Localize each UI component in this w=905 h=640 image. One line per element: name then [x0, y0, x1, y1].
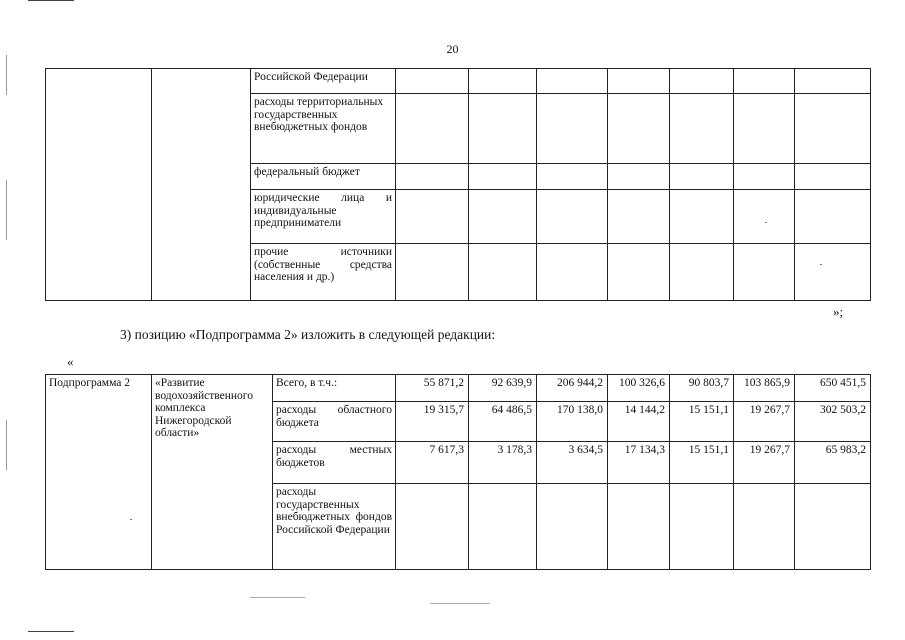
row-label: расходы территориальных государственных внебюджетных фондов [251, 94, 396, 164]
value-cell: 15 151,1 [670, 442, 734, 484]
value-cell [795, 484, 871, 570]
program-cell: Подпрограмма 2 [46, 375, 152, 570]
scan-speck [765, 222, 767, 223]
row-label: расходы местных бюджетов [273, 442, 396, 484]
value-cell [396, 484, 469, 570]
value-cell: 206 944,2 [537, 375, 608, 402]
scan-artifact-dash [430, 603, 490, 604]
row-label: юридические лица и индивидуальные предприниматели [251, 190, 396, 244]
row-label: Российской Федерации [251, 69, 396, 94]
value-cell: 170 138,0 [537, 402, 608, 442]
row-label: расходы областного бюджета [273, 402, 396, 442]
value-cell: 302 503,2 [795, 402, 871, 442]
value-cell: 14 144,2 [608, 402, 670, 442]
table-row [46, 375, 871, 402]
value-cell: 90 803,7 [670, 375, 734, 402]
row-label: Всего, в т.ч.: [273, 375, 396, 402]
value-cell: 55 871,2 [396, 375, 469, 402]
scan-artifact-edge [6, 55, 7, 95]
row-label: федеральный бюджет [251, 164, 396, 190]
value-cell: 19 315,7 [396, 402, 469, 442]
scan-artifact-top [28, 0, 74, 1]
value-cell: 19 267,7 [734, 402, 795, 442]
value-cell: 3 634,5 [537, 442, 608, 484]
value-cell: 92 639,9 [469, 375, 537, 402]
value-cell: 17 134,3 [608, 442, 670, 484]
scan-artifact-dash [250, 597, 305, 598]
scan-speck [820, 264, 822, 265]
page-number: 20 [446, 42, 459, 56]
value-cell: 7 617,3 [396, 442, 469, 484]
value-cell [734, 484, 795, 570]
instruction-text: 3) позицию «Подпрограмма 2» изложить в следующей редакции: [120, 327, 496, 342]
value-cell [537, 484, 608, 570]
value-cell: 650 451,5 [795, 375, 871, 402]
value-cell [608, 484, 670, 570]
program-cell [46, 69, 152, 301]
value-cell: 65 983,2 [795, 442, 871, 484]
value-cell: 103 865,9 [734, 375, 795, 402]
value-cell: 3 178,3 [469, 442, 537, 484]
scan-artifact-edge [6, 420, 7, 470]
row-label: прочие источники (собственные средства населения и др.) [251, 244, 396, 301]
value-cell [670, 484, 734, 570]
program-name-cell: «Развитие водохозяйственного комплекса Нижегородской области» [152, 375, 273, 570]
scan-artifact-bottom [28, 631, 74, 632]
subprogram-2-table [45, 374, 871, 570]
program-name-cell [152, 69, 251, 301]
value-cell: 64 486,5 [469, 402, 537, 442]
opening-quote: « [67, 354, 74, 369]
value-cell: 19 267,7 [734, 442, 795, 484]
value-cell: 15 151,1 [670, 402, 734, 442]
closing-quote: »; [833, 304, 844, 319]
row-label: расходы государственных внебюджетных фондов Российской Федерации [273, 484, 396, 570]
scan-artifact-edge [6, 180, 7, 240]
table-row [46, 69, 871, 94]
value-cell [469, 484, 537, 570]
scan-speck [130, 519, 132, 520]
financing-table-continued [45, 68, 871, 301]
value-cell: 100 326,6 [608, 375, 670, 402]
